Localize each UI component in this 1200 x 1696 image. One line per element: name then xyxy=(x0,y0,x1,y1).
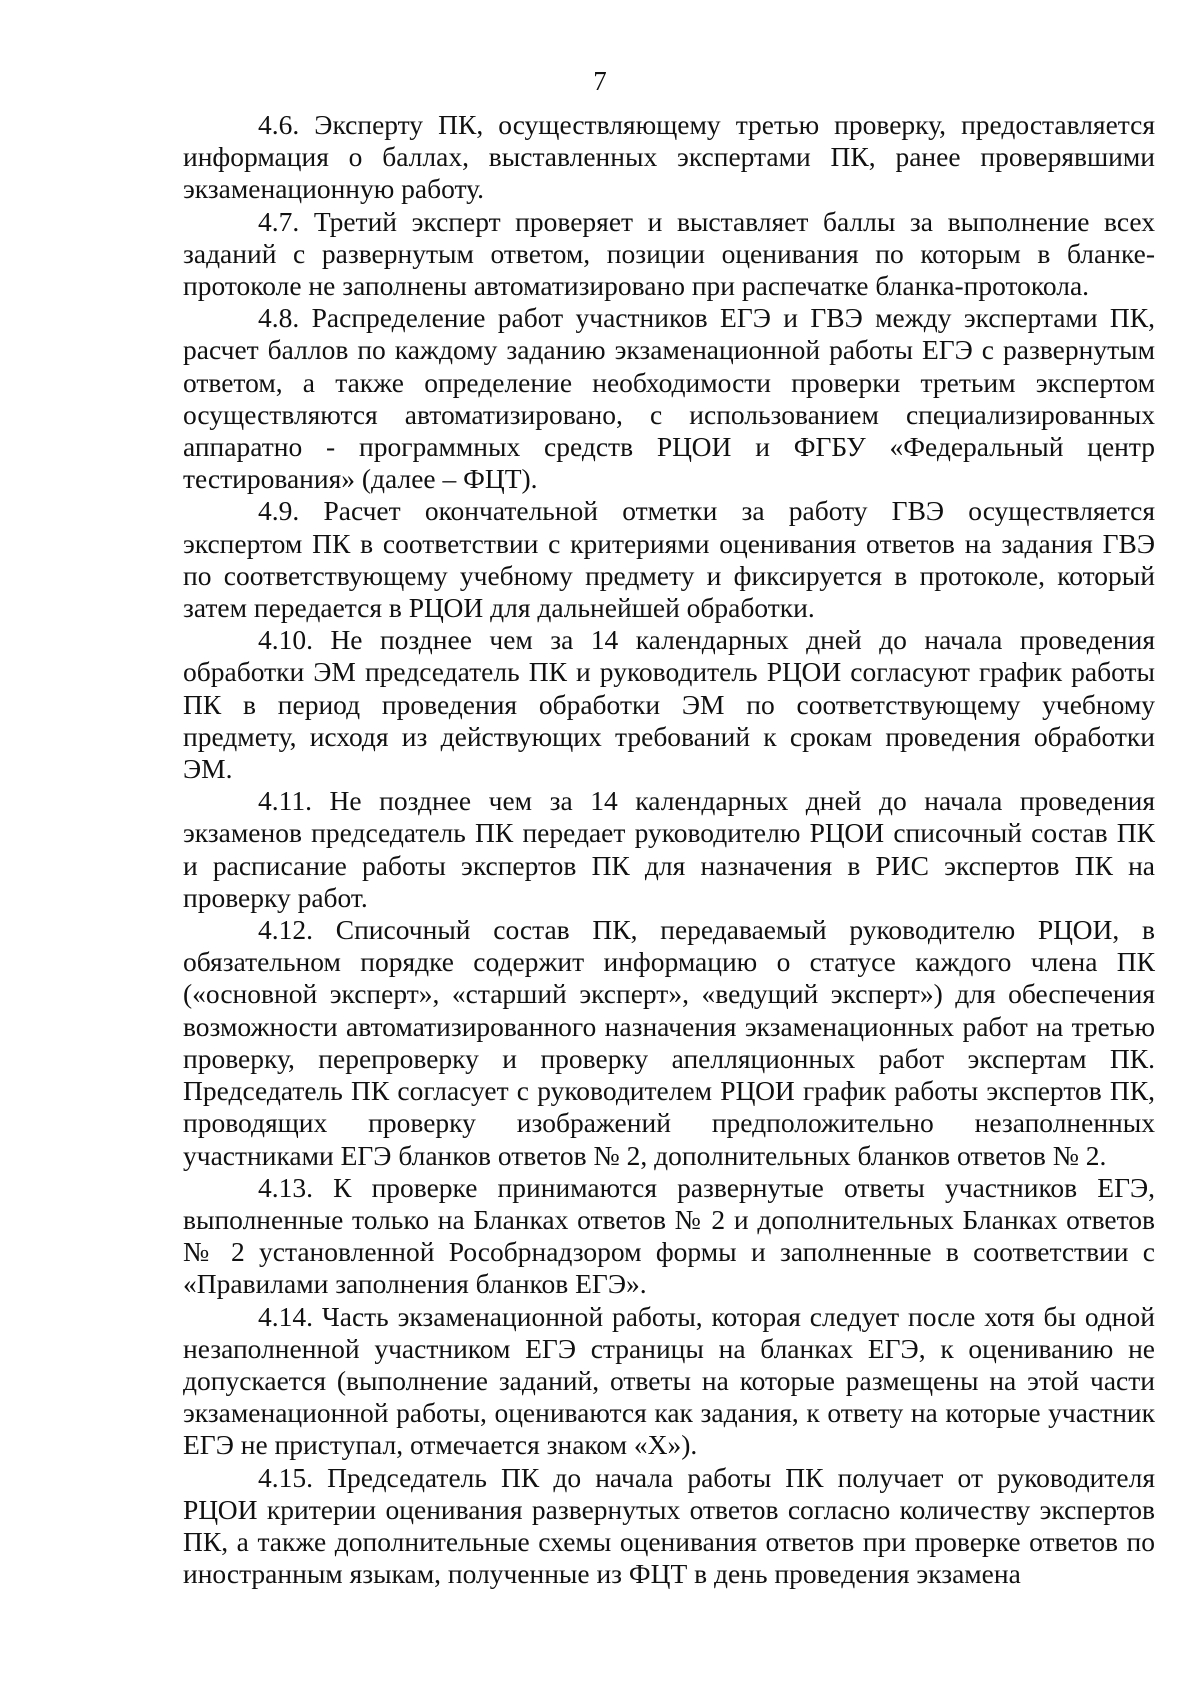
paragraph-4-11: 4.11. Не позднее чем за 14 календарных дней до начала проведения экзаменов председатель ПК передает руководителю РЦОИ списочный состав ПК и расписание работы экспертов ПК для назначения в РИС экспертов ПК на проверку работ. xyxy=(183,785,1155,913)
document-body xyxy=(183,109,1155,1590)
paragraph-4-9: 4.9. Расчет окончательной отметки за работу ГВЭ осуществляется экспертом ПК в соответствии с критериями оценивания ответов на задания ГВЭ по соответствующему учебному предмету и фиксируется в протоколе, который затем передается в РЦОИ для дальнейшей обработки. xyxy=(183,495,1155,624)
paragraph-4-13: 4.13. К проверке принимаются развернутые ответы участников ЕГЭ, выполненные только на Бланках ответов № 2 и дополнительных Бланках ответов № 2 установленной Рособрнадзором формы и заполненные в соответствии с «Правилами заполнения бланков ЕГЭ». xyxy=(183,1171,1155,1300)
paragraph-4-14: 4.14. Часть экзаменационной работы, которая следует после хотя бы одной незаполненной участником ЕГЭ страницы на бланках ЕГЭ, к оцениванию не допускается (выполнение заданий, ответы на которые размещены на этой части экзаменационной работы, оцениваются как задания, к ответу на которые участник ЕГЭ не приступал, отмечается знаком «Х»). xyxy=(183,1300,1155,1461)
paragraph-4-10: 4.10. Не позднее чем за 14 календарных дней до начала проведения обработки ЭМ председатель ПК и руководитель РЦОИ согласуют график работы ПК в период проведения обработки ЭМ по соответствующему учебному предмету, исходя из действующих требований к срокам проведения обработки ЭМ. xyxy=(183,624,1155,785)
paragraph-4-7: 4.7. Третий эксперт проверяет и выставляет баллы за выполнение всех заданий с развернутым ответом, позиции оценивания по которым в бланке-протоколе не заполнены автоматизировано при распечатке бланка-протокола. xyxy=(183,205,1155,302)
page-number: 7 xyxy=(593,66,607,96)
paragraph-4-12: 4.12. Списочный состав ПК, передаваемый руководителю РЦОИ, в обязательном порядке содержит информацию о статусе каждого члена ПК («основной эксперт», «старший эксперт», «ведущий эксперт») для обеспечения возможности автоматизированного назначения экзаменационных работ на третью проверку, перепроверку и проверку апелляционных работ экспертам ПК. Председатель ПК согласует с руководителем РЦОИ график работы экспертов ПК, проводящих проверку изображений предположительно незаполненных участниками ЕГЭ бланков ответов № 2, дополнительных бланков ответов № 2. xyxy=(183,914,1155,1171)
paragraph-4-6: 4.6. Эксперту ПК, осуществляющему третью проверку, предоставляется информация о баллах, выставленных экспертами ПК, ранее проверявшими экзаменационную работу. xyxy=(183,109,1155,205)
paragraph-4-8: 4.8. Распределение работ участников ЕГЭ и ГВЭ между экспертами ПК, расчет баллов по каждому заданию экзаменационной работы ЕГЭ с развернутым ответом, а также определение необходимости проверки третьим экспертом осуществляются автоматизировано, с использованием специализированных аппаратно - программных средств РЦОИ и ФГБУ «Федеральный центр тестирования» (далее – ФЦТ). xyxy=(183,302,1155,495)
paragraph-4-15: 4.15. Председатель ПК до начала работы ПК получает от руководителя РЦОИ критерии оценивания развернутых ответов согласно количеству экспертов ПК, а также дополнительные схемы оценивания ответов при проверке ответов по иностранным языкам, полученные из ФЦТ в день проведения экзамена xyxy=(183,1461,1155,1590)
